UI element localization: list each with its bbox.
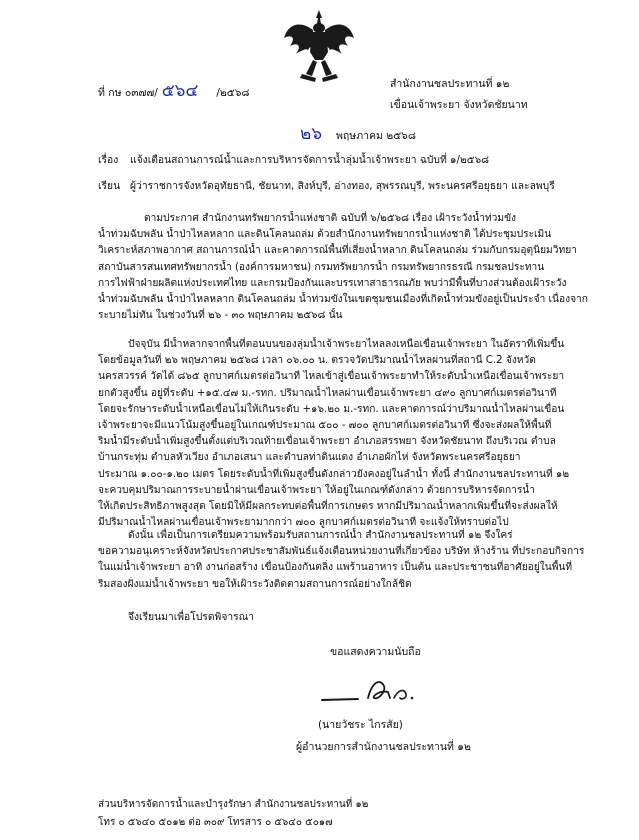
paragraph-line: น้ำท่วมฉับพลัน น้ำป่าไหลหลาก และดินโคลนถล่ม ด้วยสำนักงานทรัพยากรน้ำแห่งชาติ ได้ประชุมประเมิน (98, 229, 552, 241)
footer-department: ส่วนบริหารจัดการน้ำและบำรุงรักษา สำนักงานชลประทานที่ ๑๒ (98, 799, 369, 810)
date-day-handwritten: ๒๖ (300, 124, 322, 144)
paragraph-line: สถาบันสารสนเทศทรัพยากรน้ำ (องค์การมหาชน) กรมทรัพยากรน้ำ กรมทรัพยากรธรณี กรมชลประทาน (98, 261, 545, 273)
paragraph-line: ยกตัวสูงขึ้น อยู่ที่ระดับ +๑๕.๔๗ ม.-รทก. ปริมาณน้ำไหลผ่านเขื่อนเจ้าพระยา ๔๙๐ ลูกบาศก์เมตรต่อวินาที (98, 387, 557, 399)
paragraph-line: ประมาณ ๑.๐๐-๑.๒๐ เมตร โดยระดับน้ำที่เพิ่มสูงขึ้นดังกล่าวยังคงอยู่ในลำน้ำ ทั้งนี้ สำนักงานชลประทานที่ ๑๒ (98, 468, 570, 480)
reference-prefix: ที่ กษ ๐๓๗๗/ (98, 87, 158, 99)
document-date (300, 120, 416, 147)
paragraph-line: บ้านกระทุ่ม ตำบลหัวเวียง อำเภอเสนา และตำบลท่าดินแดง อำเภอผักไห่ จังหวัดพระนครศรีอยุธยา (98, 452, 521, 464)
paragraph-current-situation (98, 337, 603, 531)
signatory-position: ผู้อำนวยการสำนักงานชลประทานที่ ๑๒ (296, 741, 471, 753)
office-name: สำนักงานชลประทานที่ ๑๒ (390, 78, 510, 90)
paragraph-line: โดยข้อมูลวันที่ ๒๖ พฤษภาคม ๒๕๖๘ เวลา ๐๖.๐๐ น. ตรวจวัดปริมาณน้ำไหลผ่านที่สถานี C.2 จังหวัด (98, 355, 536, 367)
paragraph-line: ดังนั้น เพื่อเป็นการเตรียมความพร้อมรับสถานการณ์น้ำ สำนักงานชลประทานที่ ๑๒ จึงใคร่ (128, 530, 513, 541)
paragraph-line: โดยจะรักษาระดับน้ำเหนือเขื่อนไม่ให้เกินระดับ +๑๖.๒๐ ม.-รทก. และคาดการณ์ว่าปริมาณน้ำไหลผ่านเขื่อน (98, 403, 565, 415)
paragraph-line: นครสวรรค์ วัดได้ ๘๖๕ ลูกบาศก์เมตรต่อวินาที ไหลเข้าสู่เขื่อนเจ้าพระยาทำให้ระดับน้ำเหนือเขื่อนเจ้าพระยา (98, 371, 565, 383)
handwritten-signature (320, 668, 420, 710)
document-reference (98, 77, 250, 104)
paragraph-line: ระบายไม่ทัน ในช่วงวันที่ ๒๖ - ๓๐ พฤษภาคม ๒๕๖๘ นั้น (98, 310, 343, 322)
paragraph-background (98, 211, 603, 324)
footer-contact: โทร ๐ ๕๖๔๐ ๕๐๑๒ ต่อ ๓๐๙ โทรสาร ๐ ๕๖๔๐ ๕๐๑๗ (98, 817, 333, 828)
paragraph-line: ขอความอนุเคราะห์จังหวัดประกาศประชาสัมพันธ์แจ้งเตือนหน่วยงานที่เกี่ยวข้อง บริษัท ห้างร้าน ที่ประกอบกิจการ (98, 546, 585, 558)
paragraph-line: จะควบคุมปริมาณการระบายน้ำผ่านเขื่อนเจ้าพระยา ให้อยู่ในเกณฑ์ดังกล่าว ด้วยการบริหารจัดการน้ำ (98, 484, 535, 496)
recipient-line (98, 177, 555, 194)
reference-suffix: /๒๕๖๘ (216, 87, 250, 99)
office-location: เขื่อนเจ้าพระยา จังหวัดชัยนาท (390, 99, 528, 111)
closing-request: จึงเรียนมาเพื่อโปรดพิจารณา (128, 611, 254, 623)
recipient-text: ผู้ว่าราชการจังหวัดอุทัยธานี, ชัยนาท, สิงห์บุรี, อ่างทอง, สุพรรณบุรี, พระนครศรีอยุธยา และลพบุรี (130, 180, 555, 192)
paragraph-line: เจ้าพระยาจะมีแนวโน้มสูงขึ้นอยู่ในเกณฑ์ประมาณ ๕๐๐ - ๗๐๐ ลูกบาศก์เมตรต่อวินาที ซึ่งจะส่งผลให้พื้นที่ (98, 419, 552, 431)
garuda-emblem (282, 8, 356, 86)
paragraph-line: มีปริมาณน้ำไหลผ่านเขื่อนเจ้าพระยามากกว่า ๗๐๐ ลูกบาศก์เมตรต่อวินาที จะแจ้งให้ทราบต่อไป (98, 517, 509, 529)
paragraph-line: วิเคราะห์สภาพอากาศ สถานการณ์น้ำ และคาดการณ์พื้นที่เสี่ยงน้ำหลาก ดินโคลนถล่ม ร่วมกับกรมอุตุนิยมวิทยา (98, 245, 577, 257)
recipient-label: เรียน (98, 180, 121, 192)
paragraph-line: ริมน้ำมีระดับน้ำเพิ่มสูงขึ้นตั้งแต่บริเวณท้ายเขื่อนเจ้าพระยา อำเภอสรรพยา จังหวัดชัยนาท ถึงบริเวณ ตำบล (98, 436, 556, 448)
paragraph-line: การไฟฟ้าฝ่ายผลิตแห่งประเทศไทย และกรมป้องกันและบรรเทาสาธารณภัย พบว่ามีพื้นที่บางส่วนต้องเฝ้าระวัง (98, 277, 567, 289)
paragraph-line: น้ำท่วมฉับพลัน น้ำป่าไหลหลาก ดินโคลนถล่ม น้ำท่วมขังในเขตชุมชนเมืองที่เกิดน้ำท่วมขังอยู่เป็นประจำ เนื่องจาก (98, 293, 588, 305)
paragraph-request (98, 528, 603, 593)
paragraph-line: ตามประกาศ สำนักงานทรัพยากรน้ำแห่งชาติ ฉบับที่ ๖/๒๕๖๘ เรื่อง เฝ้าระวังน้ำท่วมขัง (144, 213, 517, 224)
date-month-year: พฤษภาคม ๒๕๖๘ (336, 130, 416, 142)
paragraph-line: ริมสองฝั่งแม่น้ำเจ้าพระยา ขอให้เฝ้าระวังติดตามสถานการณ์อย่างใกล้ชิด (98, 578, 412, 590)
reference-number-handwritten: ๕๖๔ (161, 81, 199, 101)
subject-line (98, 151, 489, 168)
signatory-name: (นายวัชระ ไกรสัย) (318, 719, 403, 731)
paragraph-line: ปัจจุบัน มีน้ำหลากจากพื้นที่ตอนบนของลุ่มน้ำเจ้าพระยาไหลลงเหนือเขื่อนเจ้าพระยา ในอัตราที่เพิ่มขึ้น (128, 339, 565, 350)
paragraph-line: ให้เกิดประสิทธิภาพสูงสุด โดยมิให้มีผลกระทบต่อพื้นที่การเกษตร หากมีปริมาณน้ำหลากเพิ่มขึ้นที่จะส่งผลให้ (98, 500, 558, 512)
subject-text: แจ้งเตือนสถานการณ์น้ำและการบริหารจัดการน้ำลุ่มน้ำเจ้าพระยา ฉบับที่ ๑/๒๕๖๘ (130, 154, 490, 166)
issuing-office (390, 74, 528, 116)
paragraph-line: ในแม่น้ำเจ้าพระยา อาทิ งานก่อสร้าง เขื่อนป้องกันตลิ่ง แพร้านอาหาร เป็นต้น และประชาชนที่อาศัยอยู่ในพื้นที่ (98, 562, 573, 574)
subject-label: เรื่อง (98, 154, 119, 166)
complimentary-close: ขอแสดงความนับถือ (330, 646, 421, 658)
